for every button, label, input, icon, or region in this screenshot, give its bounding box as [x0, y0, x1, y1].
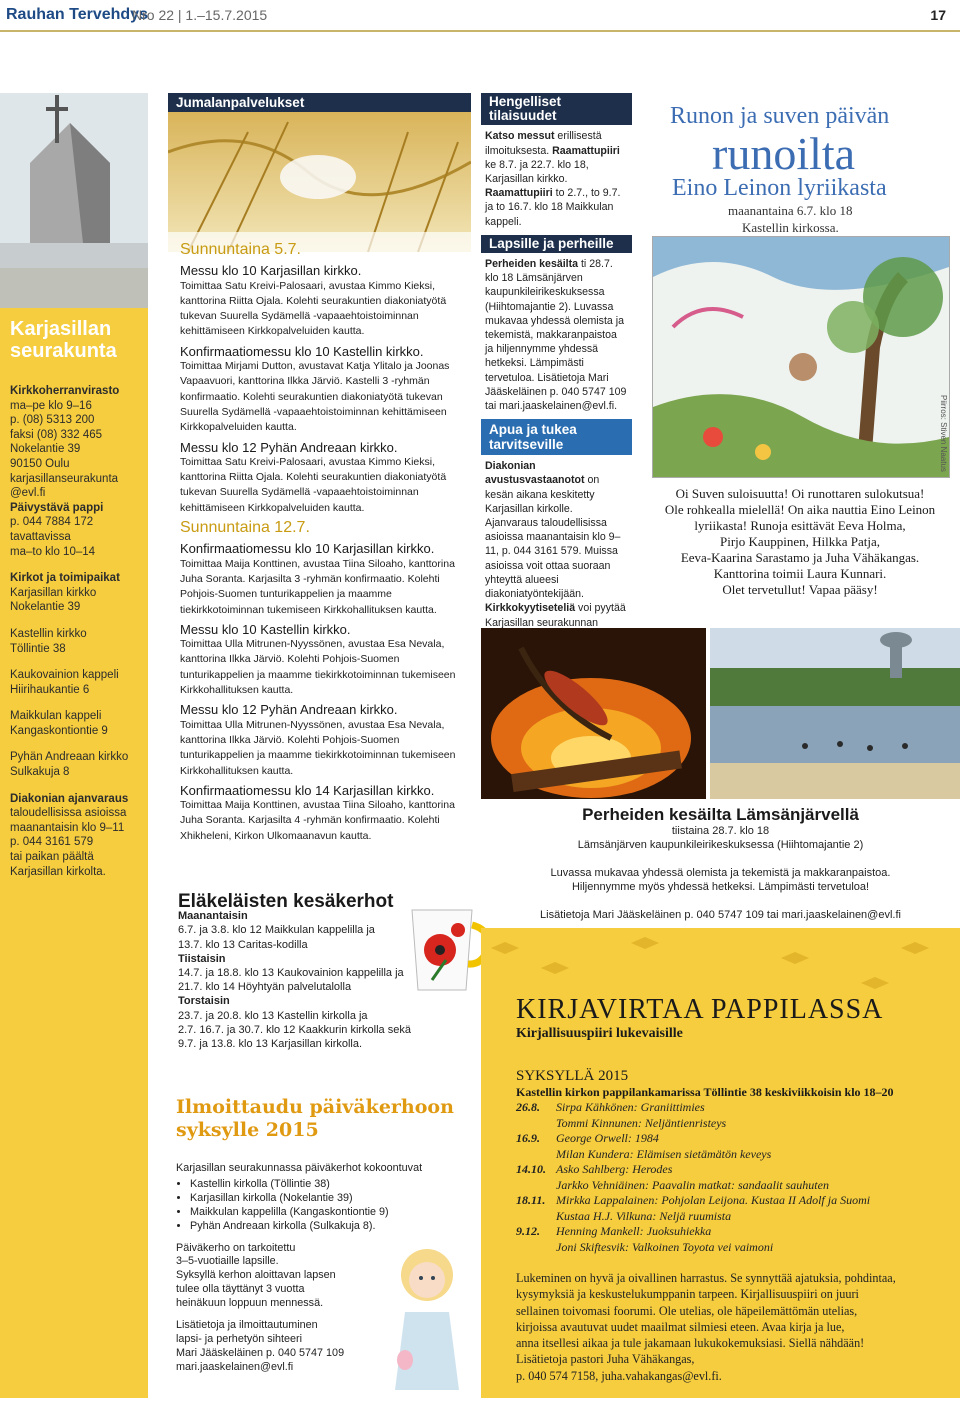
- service-day: Sunnuntaina 12.7.: [180, 519, 310, 537]
- poem-place: Kastellin kirkossa.: [742, 220, 839, 235]
- book-entry: 26.8. Sirpa Kähkönen: Graniittimies: [516, 1100, 705, 1114]
- duty-label: Päivystävä pappi: [10, 501, 104, 514]
- publication-name: Rauhan Tervehdys: [6, 6, 148, 23]
- diakonia-line: tai paikan päältä: [10, 851, 94, 864]
- elderly-title: Eläkeläisten kesäkerhot: [178, 891, 394, 912]
- service-text: Toimittaa Ulla Mitrunen-Nyyssönen, avustaa Esa Nevala, kanttorina Ilkka Järviö. Kolehti Pohjois-Suomen tunturikappelien ja maamme tiekirkkotoiminnan tukemiseen Kirkkohallituksen kautta.: [180, 638, 456, 697]
- book-entry: Jarkko Vehniäinen: Paavalin matkat: sandaalit sauhuten: [556, 1177, 829, 1192]
- families-text: Perheiden kesäilta ti 28.7. klo 18 Lämsänjärven kaupunkileirikeskuksessa (Hiihtomajantie 2). Luvassa mukavaa yhdessä olemista ja tekemistä, makkaranpaistoa ja hiljennymme yhdessä hetkeksi. Lämpimästi tervetuloa. Lisätietoja Mari Jääskeläinen p. 040 5747 109 tai mari.jaaskelainen@evl.fi.: [485, 258, 627, 413]
- office-line: faksi (08) 332 465: [10, 428, 103, 441]
- family-evening-info: Perheiden kesäilta Lämsänjärvellä tiistaina 28.7. klo 18 Lämsänjärven kaupunkileirikeskuksessa (Hiihtomajantie 2) Luvassa mukavaa yhdessä olemista ja tekemistä ja makkaranpaistoa. Hiljennymme myös yhdessä hetkeksi. Lämpimästi tervetuloa! Lisätietoja Mari Jääskeläinen p. 040 5747 109 tai mari.jaaskelainen@evl.fi: [481, 808, 960, 922]
- service-title: Messu klo 12 Pyhän Andreaan kirkko.: [180, 439, 398, 455]
- office-line: p. (08) 5313 200: [10, 414, 95, 427]
- book-entry: 14.10. Asko Sahlberg: Herodes: [516, 1162, 673, 1176]
- office-line: ma–pe klo 9–16: [10, 399, 92, 412]
- book-club-title: KIRJAVIRTAA PAPPILASSA: [516, 994, 884, 1025]
- diakonia-line: Karjasillan kirkolta.: [10, 865, 106, 878]
- service-text: Toimittaa Mirjami Dutton, avustavat Katja Ylitalo ja Joonas Vapaavuori, kanttorina Ilkka Järviö. Kastelli 3 -ryhmän konfirmaatio. Kolehti seurakuntien diakoniatyötä tukevan Suurella Sydämellä -vapaaehtoistoiminnan kehittämiseen Kirkkopalveluiden kautta.: [180, 360, 450, 434]
- service-text: Toimittaa Maija Konttinen, avustaa Tiina Siloaho, kanttorina Juha Soranta. Karjasilta 4 -ryhmän konfirmaatio. Kolehti Xhikheleni, Kirkon Ulkomaanavun kautta.: [180, 799, 455, 842]
- book-entry: Milan Kundera: Elämisen sietämätön keveys: [556, 1146, 772, 1161]
- service-title: Konfirmaatiomessu klo 10 Kastellin kirkko.: [180, 343, 424, 359]
- place-address: Kangaskontiontie 9: [10, 724, 108, 737]
- service-title: Messu klo 10 Kastellin kirkko.: [180, 621, 351, 637]
- lake-beach-photo: [710, 628, 960, 799]
- elderly-clubs: Eläkeläisten kesäkerhot Maanantaisin 6.7. ja 3.8. klo 12 Maikkulan kappelilla ja 13.7. klo 13 Caritas-kodilla Tiistaisin 14.7. ja 18.8. klo 13 Kaukovainion kappelilla ja 21.7. klo 14 Höyhtyän palvelutalolla Torstaisin 23.7. ja 20.8. klo 13 Kastellin kirkolla ja 2.7. 16.7. ja 30.7. klo 12 Kaakkurin kirkolla sekä 9.7. ja 13.8. klo 13 Karjasillan kirkolla.: [168, 895, 471, 1051]
- daycare-body: Karjasillan seurakunnassa päiväkerhot kokoontuvat • Kastellin kirkolla (Töllintie 38) • Karjasillan kirkolla (Nokelantie 39) • Maikkulan kappelilla (Kangaskontiontie 9) • Pyhän Andreaan kirkolla (Sulkakuja 8). Päiväkerho on tarkoitettu 3–5-vuotiaille lapsille. Syksyllä kerhon aloittavan lapsen tulee olla täyttänyt 3 vuotta heinäkuun loppuun mennessä. Lisätietoja ja ilmoittautuminen lapsi- ja perhetyön sihteeri Mari Jääskeläinen p. 040 5747 109 mari.jaaskelainen@evl.fi: [176, 1162, 466, 1383]
- service-text: Toimittaa Maija Konttinen, avustaa Tiina Siloaho, kanttorina Juha Soranta. Karjasilta 3 -ryhmän konfirmaatio. Kolehti Pohjois-Suomen tunturikappelien ja maamme tiekirkkotoiminnan tukemiseen Kirkkohallituksen kautta.: [180, 557, 455, 616]
- diakonia-line: p. 044 3161 579: [10, 836, 94, 849]
- book-entry: Joni Skiftesvik: Valkoinen Toyota vei vaimoni: [556, 1239, 774, 1254]
- service-text: Toimittaa Satu Kreivi-Palosaari, avustaa Kimmo Kieksi, kanttorina Riitta Ojala. Kolehti seurakuntien diakoniatyötä tukevan Suurella Sydämellä -vapaaehtoistoiminnan kehittämiseen Kirkkopalveluiden kautta.: [180, 455, 447, 514]
- place-address: Töllintie 38: [10, 642, 66, 655]
- service-text: Toimittaa Satu Kreivi-Palosaari, avustaa Kimmo Kieksi, kanttorina Riitta Ojala. Kolehti seurakuntien diakoniatyötä tukevan Suurella Sydämellä -vapaaehtoistoiminnan kehittämiseen Kirkkopalveluiden kautta.: [180, 279, 447, 338]
- services-section: [168, 93, 471, 112]
- service-text: Toimittaa Ulla Mitrunen-Nyyssönen, avustaa Esa Nevala, kanttorina Ilkka Järviö. Kolehti Pohjois-Suomen tunturikappelien ja maamme tiekirkkotoiminnan tukemiseen Kirkkohallituksen kautta.: [180, 718, 456, 777]
- drawing-credit: Piirros: Stiven Naatus: [939, 395, 948, 472]
- church-photo: [0, 93, 148, 308]
- daycare-locations: [190, 1178, 466, 1234]
- girl-illustration: [377, 1240, 475, 1398]
- duty-line: p. 044 7884 172: [10, 516, 94, 529]
- place-name: Kastellin kirkko: [10, 627, 87, 640]
- places-label: Kirkot ja toimipaikat: [10, 572, 120, 585]
- book-entry: Tommi Kinnunen: Neljäntienristeys: [556, 1115, 727, 1130]
- poem-date: maanantaina 6.7. klo 18: [728, 203, 853, 218]
- place-name: Maikkulan kappeli: [10, 710, 102, 723]
- book-entry: 18.11. Mirkka Lappalainen: Pohjolan Leijona. Kustaa II Adolf ja Suomi: [516, 1193, 871, 1207]
- office-line: 90150 Oulu: [10, 457, 70, 470]
- diakonia-line: taloudellisissa asioissa: [10, 807, 127, 820]
- place-address: Hiirihaukantie 6: [10, 683, 90, 696]
- parish-info: [10, 318, 142, 879]
- place-name: Karjasillan kirkko: [10, 586, 97, 599]
- service-title: Messu klo 12 Pyhän Andreaan kirkko.: [180, 702, 398, 718]
- book-club-subtitle: Kirjallisuuspiiri lukevaisille: [516, 1026, 683, 1041]
- page-header: [0, 0, 960, 34]
- book-entry: Kustaa H.J. Vilkuna: Neljä ruumista: [556, 1208, 732, 1223]
- office-label: Kirkkoherranvirasto: [10, 385, 120, 397]
- list-item: • Pyhän Andreaan kirkolla (Sulkakuja 8).: [190, 1220, 466, 1234]
- place-name: Kaukovainion kappeli: [10, 669, 119, 682]
- header-divider: [0, 30, 960, 32]
- poem-title-line3: Eino Leinon lyriikasta: [672, 175, 887, 201]
- campfire-sausage-photo: [481, 628, 706, 799]
- page-number: 17: [930, 7, 946, 23]
- diakonia-label: Diakonian ajanvaraus: [10, 792, 129, 805]
- services-list: [180, 240, 462, 848]
- daycare-title: Ilmoittaudu päiväkerhoon syksylle 2015: [176, 1096, 454, 1141]
- book-entry: 16.9. George Orwell: 1984: [516, 1131, 659, 1145]
- parish-title: Karjasillan seurakunta: [10, 318, 117, 362]
- family-evening-title: Perheiden kesäilta Lämsänjärvellä: [582, 805, 859, 824]
- poem-description: Oi Suven suloisuutta! Oi runottaren sulokutsua! Ole rohkealla mielellä! On aika nauttia Eino Leinon lyriikasta! Runoja esittävät Eeva Holma, Pirjo Kauppinen, Hilkka Patja, Eeva-Kaarina Sarastamo ja Juha Vähäkangas. Kanttorina toimii Laura Kunnari. Olet tervetullut! Vapaa pääsy!: [664, 486, 936, 597]
- help-text: Diakonian avustusvastaanotot on kesän aikana keskitetty Karjasillan kirkolle. Ajanvaraus taloudellisissa asioissa maanantaisin klo 9–11, p. 044 3161 579. Muissa asioissa voit ottaa suoraan yhteyttä alueesi diakoniatyöntekijään. Kirkkokyytiseteliä voi pyytää Karjasillan seurakunnan: [485, 460, 626, 629]
- child-drawing: [652, 236, 950, 478]
- book-entry: 9.12. Henning Mankell: Juoksuhiekka: [516, 1224, 712, 1238]
- diakonia-line: maanantaisin klo 9–11: [10, 821, 125, 834]
- spiritual-text: Katso messut erillisestä ilmoituksesta. Raamattupiiri ke 8.7. ja 22.7. klo 18, Karjasillan kirkko. Raamattupiiri to 2.7., to 9.7. ja to 16.7. klo 18 Maikkulan kappeli.: [485, 130, 621, 228]
- service-title: Messu klo 10 Karjasillan kirkko.: [180, 263, 362, 279]
- services-heading: Jumalanpalvelukset: [168, 93, 471, 112]
- service-day: Sunnuntaina 5.7.: [180, 241, 301, 258]
- help-heading: Apua ja tukea tarvitseville: [481, 419, 632, 455]
- families-heading: Lapsille ja perheille: [481, 235, 632, 253]
- place-address: Nokelantie 39: [10, 601, 81, 614]
- coffee-cup-illustration: [402, 890, 492, 1000]
- book-club-season: SYKSYLLÄ 2015: [516, 1068, 629, 1084]
- service-title: Konfirmaatiomessu klo 14 Karjasillan kirkko.: [180, 782, 435, 798]
- events-column: [481, 93, 632, 648]
- book-club-place: Kastellin kirkon pappilankamarissa Töllintie 38 keskiviikkoisin klo 18–20: [516, 1085, 894, 1099]
- list-item: • Maikkulan kappelilla (Kangaskontiontie 9): [190, 1206, 466, 1220]
- place-address: Sulkakuja 8: [10, 766, 70, 779]
- issue-info: Nro 22 | 1.–15.7.2015: [132, 7, 268, 23]
- spiritual-heading: Hengelliset tilaisuudet: [481, 93, 632, 125]
- office-line: Nokelantie 39: [10, 443, 81, 456]
- book-list: [516, 1100, 936, 1255]
- place-name: Pyhän Andreaan kirkko: [10, 751, 129, 764]
- poem-title-line1: Runon ja suven päivän: [670, 103, 890, 129]
- service-title: Konfirmaatiomessu klo 10 Karjasillan kirkko.: [180, 541, 435, 557]
- poem-title-line2: runoilta: [712, 128, 856, 179]
- duty-line: tavattavissa: [10, 530, 71, 543]
- feather-grass-photo: [168, 112, 471, 252]
- office-line: @evl.fi: [10, 487, 46, 500]
- book-club-description: Lukeminen on hyvä ja oivallinen harrastus. Se synnyttää ajatuksia, pohdintaa, kysymyksiä ja keskustelukumppanin tarpeen. Kirjallisuuspiiri on juuri sellainen toivomasi foorumi. Ole utelias, ole häpeilemättömän utelias, kirjoissa avautuvat uudet maailmat silmiesi eteen. Avaa kirja ja lue, anna itsellesi aikaa ja tule jakamaan lukukokemuksiasi. Siellä nähdään! Lisätietoja pastori Juha Vähäkangas, p. 040 574 7158, juha.vahakangas@evl.fi.: [516, 1271, 896, 1383]
- book-club-header: [516, 994, 946, 1100]
- list-item: • Kastellin kirkolla (Töllintie 38): [190, 1178, 466, 1192]
- duty-line: ma–to klo 10–14: [10, 545, 96, 558]
- list-item: • Karjasillan kirkolla (Nokelantie 39): [190, 1192, 466, 1206]
- office-line: karjasillanseurakunta: [10, 472, 119, 485]
